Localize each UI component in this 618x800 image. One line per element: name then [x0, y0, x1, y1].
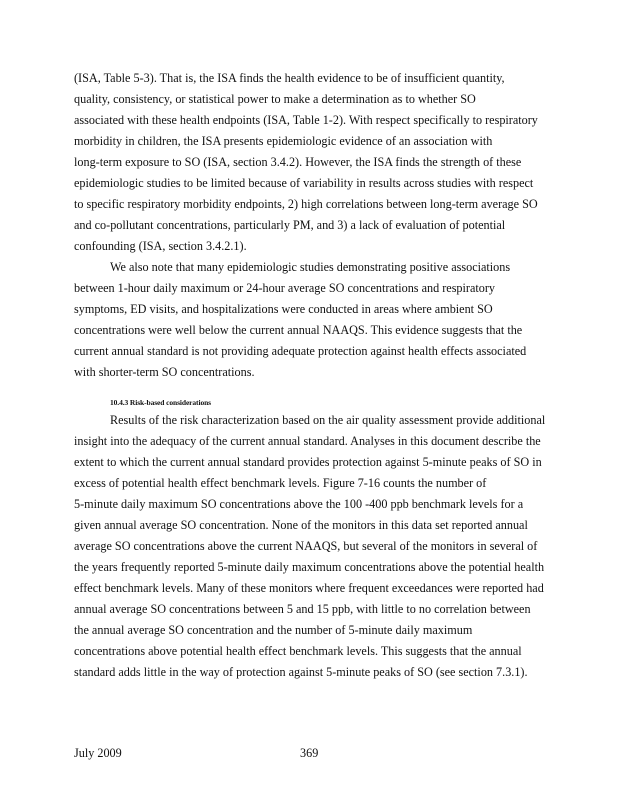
page-number: 369	[300, 746, 319, 760]
text-line: Results of the risk characterization based on the air quality assessment provide additional	[110, 413, 546, 427]
text-line: excess of potential health effect benchmark levels. Figure 7-16 counts the number of	[74, 476, 487, 490]
text-line: concentrations above potential health effect benchmark levels. This suggests that the annual	[74, 644, 522, 658]
text-line: to specific respiratory morbidity endpoints, 2) high correlations between long-term average SO	[74, 197, 538, 211]
text-line: concentrations were well below the current annual NAAQS. This evidence suggests that the	[74, 323, 523, 337]
text-line: We also note that many epidemiologic studies demonstrating positive associations	[110, 260, 511, 274]
text-line: insight into the adequacy of the current annual standard. Analyses in this document describe the	[74, 434, 541, 448]
text-line: given annual average SO concentration. None of the monitors in this data set reported annual	[74, 518, 528, 532]
text-line: epidemiologic studies to be limited because of variability in results across studies with respect	[74, 176, 534, 190]
text-line: associated with these health endpoints (ISA, Table 1-2). With respect specifically to respiratory	[74, 113, 538, 127]
paragraph-epidemiologic-studies	[74, 257, 560, 383]
text-line: the years frequently reported 5-minute daily maximum concentrations above the potential health	[74, 560, 545, 574]
text-line: annual average SO concentrations between 5 and 15 ppb, with little to no correlation between	[74, 602, 531, 616]
text-line: long-term exposure to SO (ISA, section 3.4.2). However, the ISA finds the strength of these	[74, 155, 522, 169]
footer-date: July 2009	[74, 746, 122, 760]
text-line: standard adds little in the way of protection against 5-minute peaks of SO (see section 7.3.1).	[74, 665, 528, 679]
text-line: (ISA, Table 5-3). That is, the ISA finds the health evidence to be of insufficient quantity,	[74, 71, 505, 85]
text-line: current annual standard is not providing adequate protection against health effects associated	[74, 344, 527, 358]
text-line: symptoms, ED visits, and hospitalizations were conducted in areas where ambient SO	[74, 302, 493, 316]
paragraph-risk-characterization	[74, 410, 560, 683]
text-line: average SO concentrations above the current NAAQS, but several of the monitors in several of	[74, 539, 538, 553]
text-line: and co-pollutant concentrations, particularly PM, and 3) a lack of evaluation of potential	[74, 218, 506, 232]
text-line: with shorter-term SO concentrations.	[74, 365, 255, 379]
paragraph-isa-evidence	[74, 68, 560, 257]
text-line: effect benchmark levels. Many of these monitors where frequent exceedances were reported had	[74, 581, 544, 595]
section-heading: 10.4.3 Risk-based considerations	[110, 398, 211, 407]
text-line: confounding (ISA, section 3.4.2.1).	[74, 239, 247, 253]
text-line: 5-minute daily maximum SO concentrations above the 100 -400 ppb benchmark levels for a	[74, 497, 524, 511]
text-line: between 1-hour daily maximum or 24-hour average SO concentrations and respiratory	[74, 281, 496, 295]
text-line: extent to which the current annual standard provides protection against 5-minute peaks of SO in	[74, 455, 542, 469]
text-line: quality, consistency, or statistical power to make a determination as to whether SO	[74, 92, 476, 106]
text-line: morbidity in children, the ISA presents epidemiologic evidence of an association with	[74, 134, 493, 148]
text-line: the annual average SO concentration and the number of 5-minute daily maximum	[74, 623, 473, 637]
